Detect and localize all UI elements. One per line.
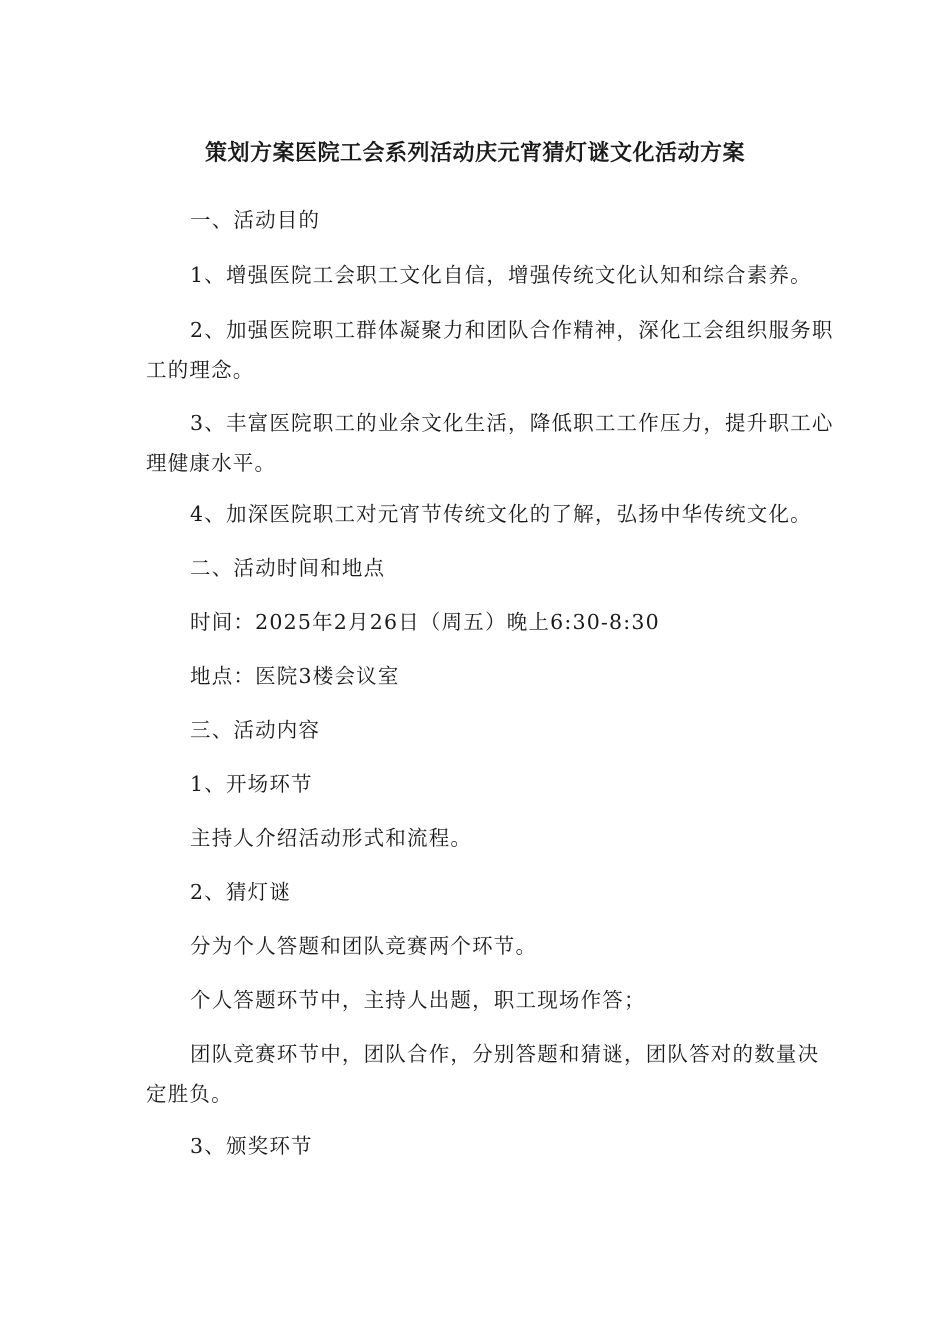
content-item-riddles: 2、猜灯谜 (190, 880, 292, 904)
purpose-item-1: 1、增强医院工会职工文化自信，增强传统文化认知和综合素养。 (190, 263, 812, 287)
event-time: 时间：2025年2月26日（周五）晚上6:30-8:30 (190, 610, 660, 634)
event-location: 地点：医院3楼会议室 (190, 664, 400, 688)
opening-description: 主持人介绍活动形式和流程。 (190, 826, 473, 850)
section-heading-purpose: 一、活动目的 (190, 208, 321, 232)
team-round-description: 团队竞赛环节中，团队合作，分别答题和猜谜，团队答对的数量决定胜负。 (146, 1042, 820, 1106)
individual-round-description: 个人答题环节中，主持人出题，职工现场作答； (190, 988, 646, 1012)
section-heading-time-place: 二、活动时间和地点 (190, 556, 386, 580)
section-heading-content: 三、活动内容 (190, 718, 321, 742)
document-title: 策划方案医院工会系列活动庆元宵猜灯谜文化活动方案 (204, 141, 745, 166)
content-item-awards: 3、颁奖环节 (190, 1134, 313, 1158)
purpose-item-3: 3、丰富医院职工的业余文化生活，降低职工工作压力，提升职工心理健康水平。 (146, 411, 834, 475)
content-item-opening: 1、开场环节 (190, 772, 313, 796)
riddles-description: 分为个人答题和团队竞赛两个环节。 (190, 934, 538, 958)
purpose-item-2: 2、加强医院职工群体凝聚力和团队合作精神，深化工会组织服务职工的理念。 (146, 318, 834, 382)
purpose-item-4: 4、加深医院职工对元宵节传统文化的了解，弘扬中华传统文化。 (190, 502, 812, 526)
